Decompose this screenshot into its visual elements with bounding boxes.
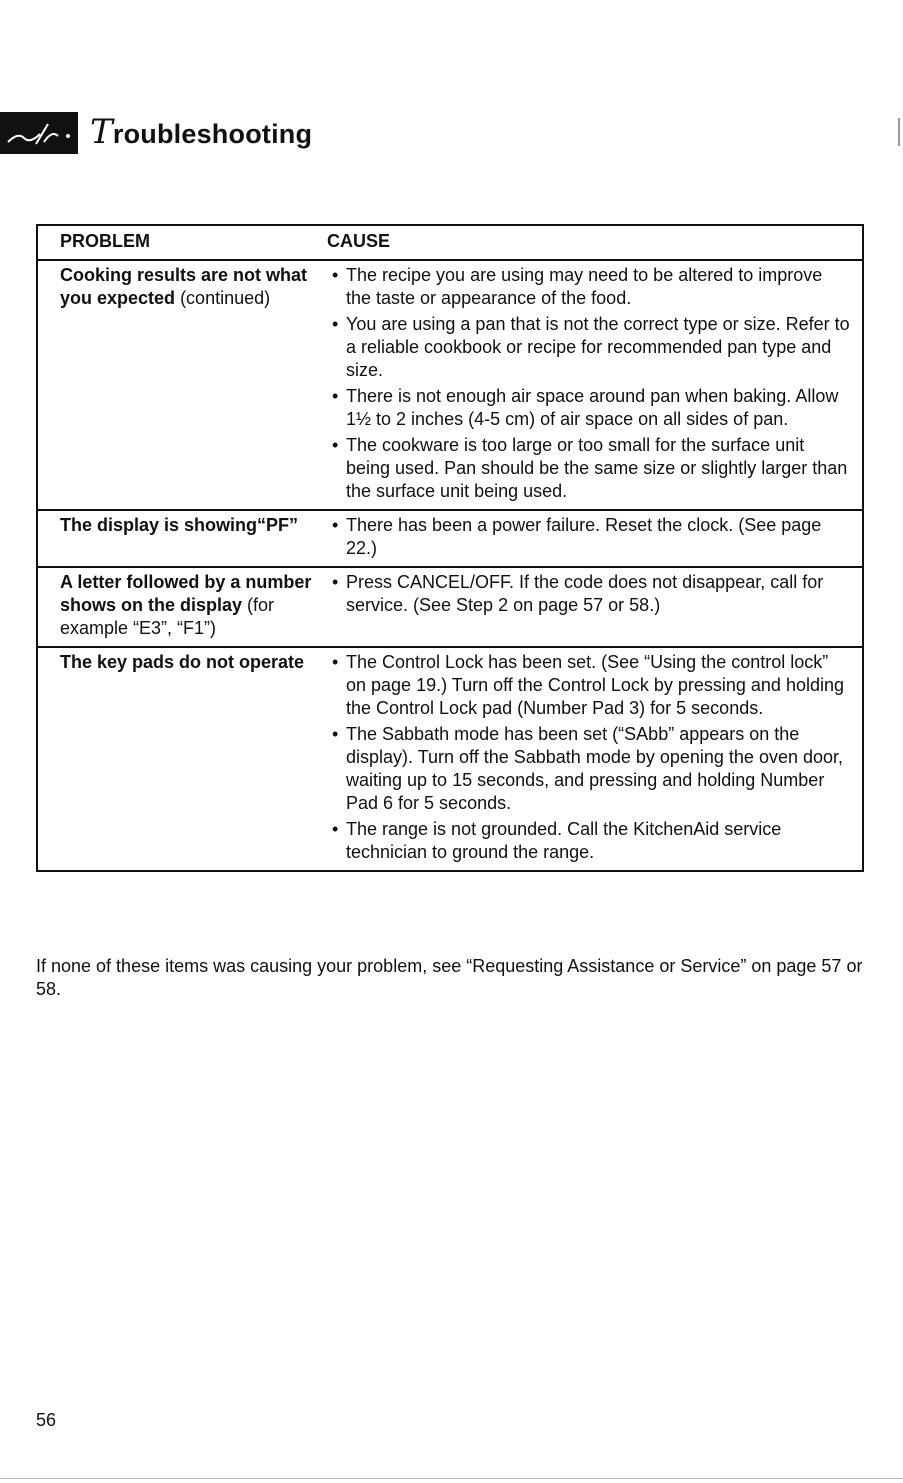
column-header-cause: CAUSE: [327, 225, 863, 260]
title-initial: T: [90, 112, 113, 152]
bottom-rule: [0, 1478, 903, 1479]
cause-cell: [327, 510, 863, 567]
problem-title: Cooking results are not what you expected: [60, 265, 308, 308]
table-row: [37, 510, 863, 567]
problem-note: (for example “E3”, “F1”): [60, 595, 275, 638]
problem-title: The key pads do not operate: [60, 652, 305, 672]
cause-item: • Press CANCEL/OFF. If the code does not disappear, call for service. (See Step 2 on page 57 or 58.): [328, 571, 852, 617]
column-header-problem: PROBLEM: [37, 225, 327, 260]
table-row: [37, 647, 863, 871]
problem-cell: [37, 567, 327, 647]
footnote: If none of these items was causing your problem, see “Requesting Assistance or Service” on page 57 or 58.: [36, 956, 863, 999]
decorative-logo-icon: [0, 112, 78, 154]
edge-mark: [898, 118, 900, 146]
cause-item: • The recipe you are using may need to be altered to improve the taste or appearance of the food.: [328, 264, 852, 310]
cause-list: [328, 651, 852, 864]
cause-list: [328, 571, 852, 617]
title-rest: roubleshooting: [112, 119, 313, 149]
cause-list: [328, 264, 852, 503]
cause-item: • The Control Lock has been set. (See “Using the control lock” on page 19.) Turn off the Control Lock by pressing and holding the Control Lock pad (Number Pad 3) for 5 seconds.: [328, 651, 852, 720]
cause-item: • There is not enough air space around pan when baking. Allow 1½ to 2 inches (4-5 cm) of air space on all sides of pan.: [328, 385, 852, 431]
problem-cell: [37, 260, 327, 510]
cause-item: • The Sabbath mode has been set (“SAbb” appears on the display). Turn off the Sabbath mode by opening the oven door, waiting up to 15 seconds, and pressing and holding Number Pad 6 for 5 seconds.: [328, 723, 852, 815]
page-number: 56: [36, 1410, 57, 1430]
cause-item: • The cookware is too large or too small for the surface unit being used. Pan should be the same size or slightly larger than the surface unit being used.: [328, 434, 852, 503]
cause-item: • The range is not grounded. Call the KitchenAid service technician to ground the range.: [328, 818, 852, 864]
cause-cell: [327, 567, 863, 647]
table-header-row: [37, 225, 863, 260]
table-row: [37, 567, 863, 647]
problem-note: (continued): [180, 288, 271, 308]
cause-item: • You are using a pan that is not the correct type or size. Refer to a reliable cookbook or recipe for recommended pan type and size.: [328, 313, 852, 382]
page-title: [90, 112, 312, 152]
cause-list: [328, 514, 852, 560]
table-row: [37, 260, 863, 510]
problem-cell: [37, 510, 327, 567]
problem-cell: [37, 647, 327, 871]
cause-item: • There has been a power failure. Reset the clock. (See page 22.): [328, 514, 852, 560]
troubleshooting-table: [36, 224, 864, 872]
problem-title: A letter followed by a number shows on the display: [60, 572, 312, 615]
cause-cell: [327, 260, 863, 510]
problem-title: The display is showing“PF”: [60, 515, 299, 535]
cause-cell: [327, 647, 863, 871]
